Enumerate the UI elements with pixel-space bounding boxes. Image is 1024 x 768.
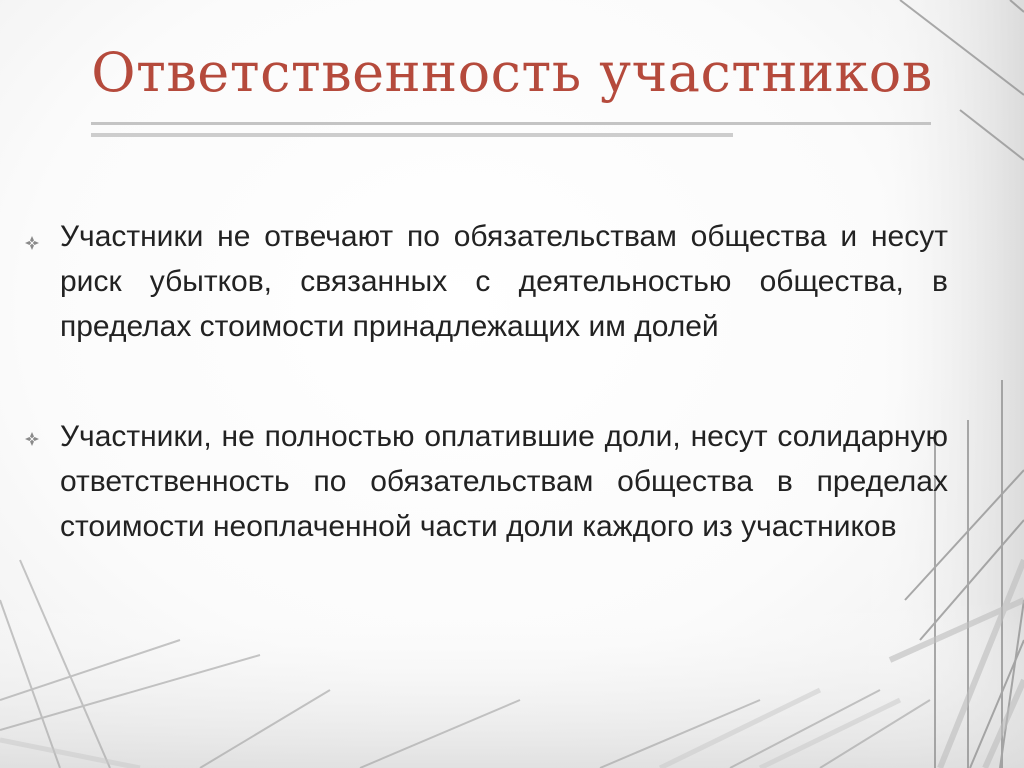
four-petal-bullet-icon <box>25 236 39 250</box>
bullet-item-joint-liability: Участники, не полностью оплатившие доли, несут солидарную ответственность по обязательствам общества в пределах стоимости неоплаченной части доли каждого из участников <box>60 420 948 543</box>
slide-title: Ответственность участников <box>91 41 933 104</box>
four-petal-bullet-icon <box>25 432 39 446</box>
bullet-item-liability-limited: Участники не отвечают по обязательствам общества и несут риск убытков, связанных с деятельностью общества, в пределах стоимости принадлежащих им долей <box>60 220 948 343</box>
